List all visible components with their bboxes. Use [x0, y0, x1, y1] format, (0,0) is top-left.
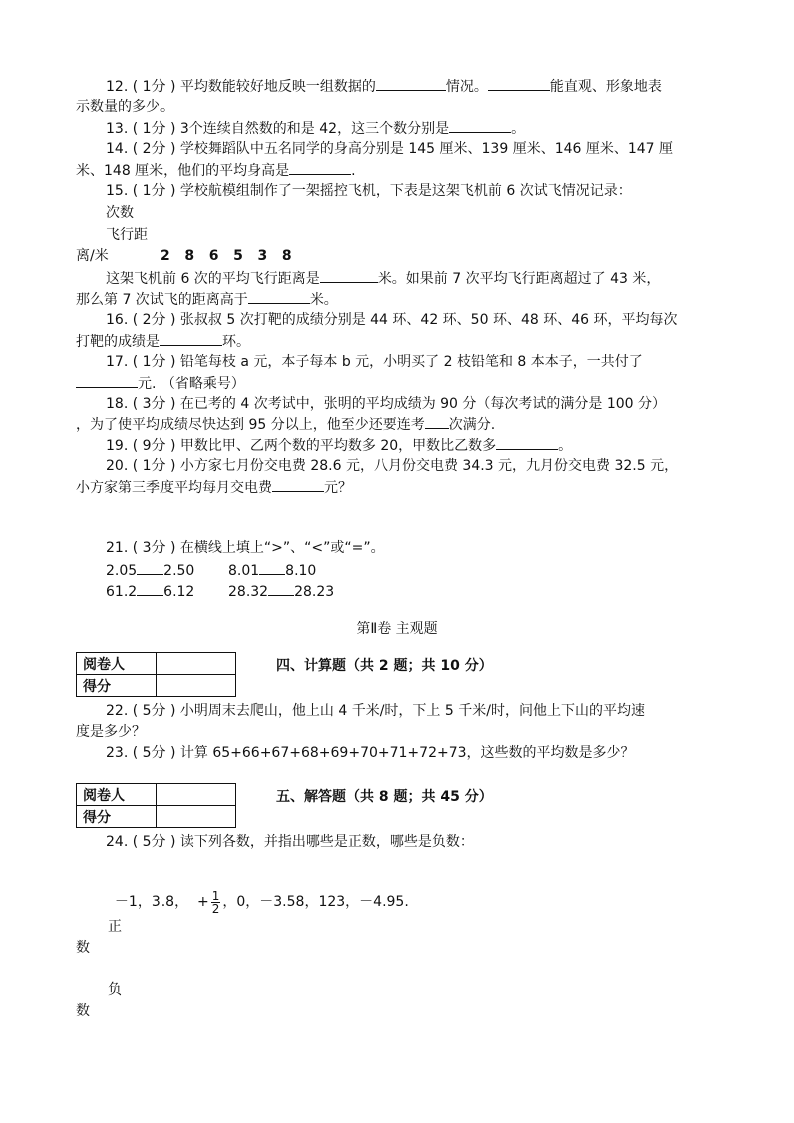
score-label: 得分 — [77, 675, 157, 697]
reviewer-label: 阅卷人 — [77, 653, 157, 675]
q17-blank[interactable] — [76, 373, 138, 388]
q15-blank-2[interactable] — [248, 289, 310, 304]
q21-line1: 21. ( 3分 ) 在横线上填上“>”、“<”或“=”。 — [106, 540, 385, 556]
q19-blank[interactable] — [496, 435, 558, 450]
q14-text: 米、148 厘米，他们的平均身高是 — [76, 163, 290, 179]
q12-blank-1[interactable] — [376, 76, 446, 91]
q21-row2 — [106, 581, 194, 602]
fraction-denominator: 2 — [211, 901, 220, 916]
q14-text-2: . — [351, 163, 356, 179]
fraction-numerator: 1 — [211, 888, 220, 903]
q24-negative-label-b: 数 — [76, 1003, 90, 1019]
q18-text-2: 次满分. — [448, 417, 496, 433]
section5-heading: 五、解答题（共 8 题；共 45 分） — [276, 789, 493, 805]
q21-compare-1-left: 2.05 — [106, 563, 138, 579]
q17-line1: 17. ( 1分 ) 铅笔每枝 a 元，本子每本 b 元，小明买了 2 枝铅笔和 8 本本子，一共付了 — [106, 354, 643, 370]
q24-negative-label-a: 负 — [108, 982, 122, 998]
q12-text-3: 能直观、形象地表 — [549, 79, 662, 95]
q15-text-5b: 米。如果前 7 次平均飞行距离超过了 43 米， — [377, 271, 661, 287]
q24-fraction — [211, 890, 221, 915]
reviewer-field[interactable] — [157, 784, 236, 806]
q21-compare-3-right: 6.12 — [163, 584, 195, 600]
score-field[interactable] — [157, 675, 236, 697]
q21-compare-3-left: 61.2 — [106, 584, 138, 600]
q21-compare-2-left: 8.01 — [228, 563, 260, 579]
q12-text-2: 情况。 — [445, 79, 488, 95]
q21-row1b — [228, 560, 316, 581]
q21-compare-1-right: 2.50 — [163, 563, 195, 579]
q17-text-2: 元. （省略乘号） — [138, 376, 245, 392]
score-table-section5 — [76, 783, 236, 828]
q18-text: ，为了使平均成绩尽快达到 95 分以上，他至少还要连考 — [76, 417, 425, 433]
q13-line1 — [106, 118, 525, 139]
q12-line2: 示数量的多少。 — [76, 99, 174, 115]
q15-line6 — [76, 289, 338, 310]
q20-line1: 20. ( 1分 ) 小方家七月份交电费 28.6 元，八月份交电费 34.3 元，九月份交电费 32.5 元， — [106, 458, 679, 474]
q16-text: 打靶的成绩是 — [76, 334, 160, 350]
q22-line2: 度是多少？ — [76, 724, 146, 740]
section4-heading: 四、计算题（共 2 题；共 10 分） — [276, 658, 493, 674]
q15-text-6b: 米。 — [309, 292, 338, 308]
q19-text: 19. ( 9分 ) 甲数比甲、乙两个数的平均数多 20，甲数比乙数多 — [106, 438, 497, 454]
q13-blank[interactable] — [449, 118, 511, 133]
q15-line1: 15. ( 1分 ) 学校航模组制作了一架摇控飞机，下表是这架飞机前 6 次试飞情况记录： — [106, 183, 632, 199]
q21-row2b — [228, 581, 334, 602]
q21-blank-4[interactable] — [268, 581, 294, 596]
q22-line1: 22. ( 5分 ) 小明周末去爬山，他上山 4 千米/时，下上 5 千米/时，问他上下山的平均速 — [106, 703, 645, 719]
q15-blank-1[interactable] — [320, 268, 378, 283]
q13-text: 13. ( 1分 ) 3个连续自然数的和是 42，这三个数分别是 — [106, 121, 450, 137]
reviewer-label: 阅卷人 — [77, 784, 157, 806]
q18-line1: 18. ( 3分 ) 在已考的 4 次考试中，张明的平均成绩为 90 分（每次考试的满分是 100 分） — [106, 396, 667, 412]
q24-positive-label-b: 数 — [76, 940, 90, 956]
q17-line2 — [76, 373, 245, 394]
q15-text-6: 那么第 7 次试飞的距离高于 — [76, 292, 248, 308]
q21-compare-2-right: 8.10 — [285, 563, 317, 579]
q18-blank[interactable] — [425, 414, 449, 429]
score-label: 得分 — [77, 806, 157, 828]
q20-blank[interactable] — [272, 477, 324, 492]
q14-line2 — [76, 160, 356, 181]
q15-line5 — [106, 268, 660, 289]
q14-blank[interactable] — [289, 160, 351, 175]
q12-text: 12. ( 1分 ) 平均数能较好地反映一组数据的 — [106, 79, 376, 95]
q21-blank-3[interactable] — [137, 581, 163, 596]
q15-text-5: 这架飞机前 6 次的平均飞行距离是 — [106, 271, 320, 287]
q20-line2 — [76, 477, 352, 498]
reviewer-field[interactable] — [157, 653, 236, 675]
q23-line1: 23. ( 5分 ) 计算 65+66+67+68+69+70+71+72+73，这些数的平均数是多少？ — [106, 745, 635, 761]
q19-line1 — [106, 435, 572, 456]
score-field[interactable] — [157, 806, 236, 828]
q12-blank-2[interactable] — [488, 76, 550, 91]
q13-text-2: 。 — [511, 121, 526, 137]
q21-compare-4-right: 28.23 — [294, 584, 335, 600]
q21-blank-2[interactable] — [259, 560, 285, 575]
part2-title: 第Ⅱ卷 主观题 — [356, 621, 438, 637]
q16-text-2: 环。 — [222, 334, 250, 350]
q15-table-row2b: 离/米 — [76, 248, 109, 264]
q24-numbers — [106, 860, 409, 916]
q24-line1: 24. ( 5分 ) 读下列各数，并指出哪些是正数，哪些是负数： — [106, 834, 474, 850]
q18-line2 — [76, 414, 495, 435]
q16-line2 — [76, 331, 250, 352]
q24-numbers-b: ，0，－3.58，123，－4.95. — [222, 894, 409, 910]
q24-positive-label-a: 正 — [108, 919, 122, 935]
score-table-section4 — [76, 652, 236, 697]
q15-table-row2a: 飞行距 — [106, 227, 148, 243]
q15-table-row1: 次数 — [106, 205, 134, 221]
q20-text-2: 元？ — [324, 480, 352, 496]
q21-blank-1[interactable] — [137, 560, 163, 575]
q14-line1: 14. ( 2分 ) 学校舞蹈队中五名同学的身高分别是 145 厘米、139 厘米、146 厘米、147 厘 — [106, 141, 674, 157]
q16-line1: 16. ( 2分 ) 张叔叔 5 次打靶的成绩分别是 44 环、42 环、50 环、48 环、46 环，平均每次 — [106, 312, 678, 328]
q21-compare-4-left: 28.32 — [228, 584, 269, 600]
q21-row1 — [106, 560, 194, 581]
q16-blank[interactable] — [160, 331, 222, 346]
q20-text: 小方家第三季度平均每月交电费 — [76, 480, 272, 496]
q12-line1 — [106, 76, 662, 97]
q19-text-2: 。 — [558, 438, 573, 454]
q24-numbers-a: －1，3.8， + — [114, 894, 209, 910]
q15-table-values: 2 8 6 5 3 8 — [160, 248, 292, 264]
